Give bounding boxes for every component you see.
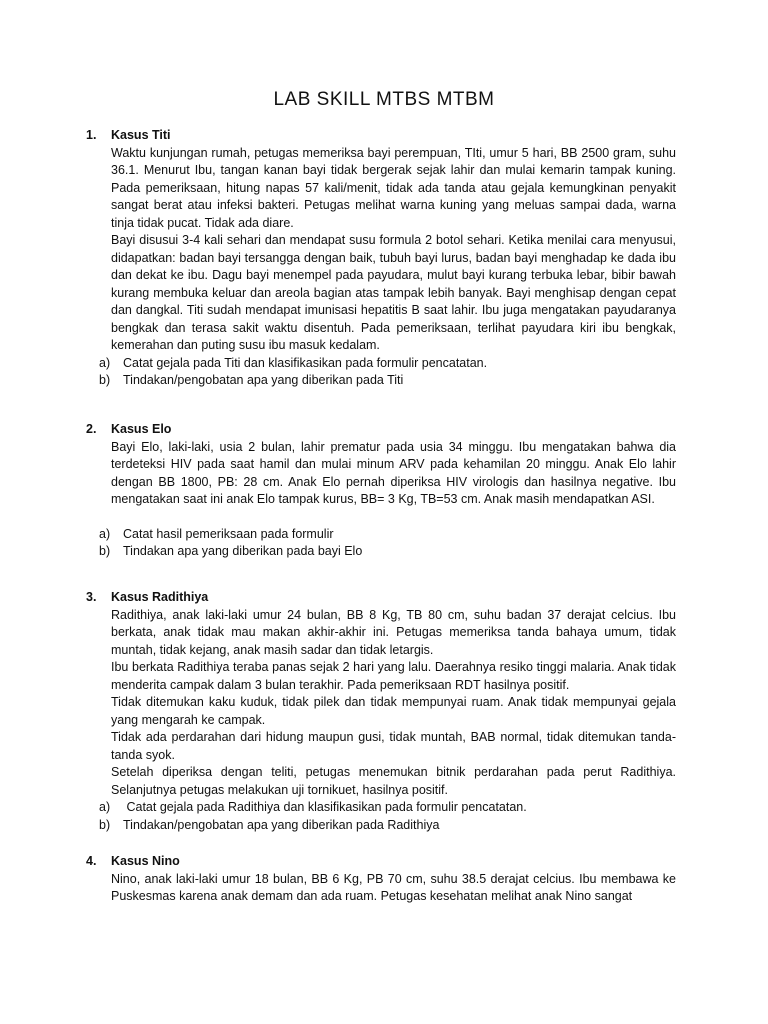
case-paragraph: Nino, anak laki-laki umur 18 bulan, BB 6 Kg, PB 70 cm, suhu 38.5 derajat celcius. Ibu membawa ke Puskesmas karena anak demam dan ada ruam. Petugas kesehatan melihat anak Nino sangat bbox=[111, 871, 676, 903]
case-paragraph: Ibu berkata Radithiya teraba panas sejak 2 hari yang lalu. Daerahnya resiko tinggi malaria. Anak tidak menderita campak dalam 3 bulan terakhir. Pada pemeriksaan RDT hasilnya positif. bbox=[111, 660, 676, 692]
question-list bbox=[99, 526, 676, 561]
case-title: Kasus Radithiya bbox=[111, 590, 209, 604]
question-item bbox=[99, 799, 676, 817]
question-text: Catat hasil pemeriksaan pada formulir bbox=[123, 526, 334, 541]
question-list bbox=[99, 799, 676, 834]
question-text: Tindakan apa yang diberikan pada bayi Elo bbox=[123, 544, 363, 558]
question-item bbox=[99, 543, 676, 561]
case-paragraph: Tidak ditemukan kaku kuduk, tidak pilek dan tidak mempunyai ruam. Anak tidak mempunyai gejala yang mengarah ke campak. bbox=[111, 695, 676, 727]
question-letter: b) bbox=[99, 544, 111, 558]
case-paragraph: Waktu kunjungan rumah, petugas memeriksa bayi perempuan, TIti, umur 5 hari, BB 2500 gram, suhu 36.1. Menurut Ibu, tangan kanan bayi tidak bergerak sejak lahir dan mulai kemarin tampak kuning. Pada pemeriksaan, hitung napas 57 kali/menit, tidak ada tanda atau gejala kemungkinan penyakit sangat berat atau infeksi bakteri. Petugas melihat warna kuning yang meluas sampai dada, warna tinja tidak pucat. Tidak ada diare. bbox=[111, 145, 676, 230]
case-body bbox=[99, 589, 676, 834]
case-body bbox=[99, 127, 676, 390]
question-letter: a) bbox=[99, 355, 111, 370]
case-title: Kasus Nino bbox=[111, 854, 180, 868]
case-elo bbox=[86, 421, 676, 561]
case-paragraph: Setelah diperiksa dengan teliti, petugas menemukan bitnik perdarahan pada perut Radithiya. Selanjutnya petugas melakukan uji tornikuet, hasilnya positif. bbox=[111, 765, 676, 797]
case-number: 4. bbox=[86, 854, 97, 868]
case-paragraph: Bayi disusui 3-4 kali sehari dan mendapat susu formula 2 botol sehari. Ketika menilai cara menyusui, didapatkan: badan bayi tersangga dengan baik, tubuh bayi lurus, badan bayi menghadap ke dada ibu dan dekat ke ibu. Dagu bayi menempel pada payudara, mulut bayi kurang terbuka lebar, bibir bawah kurang membuka keluar dan areola bagian atas tampak lebih banyak. Bayi menghisap dengan cepat dan dangkal. Titi sudah mendapat imunisasi hepatitis B saat lahir. Ibu juga mengatakan payudaranya bengkak dan terasa sakit waktu disentuh. Pada pemeriksaan, terlihat payudara kiri ibu bengkak, kemerahan dan puting susu ibu masuk kedalam. bbox=[111, 233, 676, 352]
question-letter: b) bbox=[99, 373, 111, 387]
case-radithiya bbox=[86, 589, 676, 834]
case-number: 3. bbox=[86, 590, 97, 604]
question-item bbox=[99, 817, 676, 835]
spacer bbox=[111, 509, 676, 526]
question-text: Tindakan/pengobatan apa yang diberikan pada Radithiya bbox=[123, 817, 440, 832]
case-paragraph: Bayi Elo, laki-laki, usia 2 bulan, lahir prematur pada usia 34 minggu. Ibu mengatakan bahwa dia terdeteksi HIV pada saat hamil dan mulai minum ARV pada kehamilan 20 minggu. Anak Elo lahir dengan BB 1800, PB: 28 cm. Anak Elo pernah diperiksa HIV virologis dan hasilnya negative. Ibu mengatakan saat ini anak Elo tampak kurus, BB= 3 Kg, TB=53 cm. Anak masih mendapatkan ASI. bbox=[111, 439, 676, 506]
case-nino bbox=[86, 853, 676, 906]
case-title: Kasus Titi bbox=[111, 128, 171, 142]
case-number: 1. bbox=[86, 128, 97, 142]
question-list bbox=[99, 355, 676, 390]
case-number: 2. bbox=[86, 422, 97, 436]
document-title: LAB SKILL MTBS MTBM bbox=[273, 89, 495, 110]
question-text: Tindakan/pengobatan apa yang diberikan pada Titi bbox=[123, 373, 404, 387]
case-body bbox=[99, 421, 676, 561]
question-text: Catat gejala pada Radithiya dan klasifikasikan pada formulir pencatatan. bbox=[123, 800, 527, 814]
question-item bbox=[99, 372, 676, 390]
case-body bbox=[111, 853, 676, 906]
case-paragraph: Tidak ada perdarahan dari hidung maupun gusi, tidak muntah, BAB normal, tidak ditemukan tanda-tanda syok. bbox=[111, 730, 676, 762]
question-letter: a) bbox=[99, 800, 111, 814]
question-item bbox=[99, 355, 676, 373]
question-letter: a) bbox=[99, 526, 111, 541]
question-text: Catat gejala pada Titi dan klasifikasikan pada formulir pencatatan. bbox=[123, 355, 488, 370]
question-item bbox=[99, 526, 676, 544]
case-paragraph: Radithiya, anak laki-laki umur 24 bulan, BB 8 Kg, TB 80 cm, suhu badan 37 derajat celcius. Ibu berkata, anak tidak mau makan akhir-akhir ini. Petugas memeriksa tanda bahaya umum, tidak muntah, tidak kejang, anak masih sadar dan tidak letargis. bbox=[111, 607, 676, 657]
question-letter: b) bbox=[99, 817, 111, 832]
case-title: Kasus Elo bbox=[111, 422, 172, 436]
case-titi bbox=[86, 127, 676, 390]
